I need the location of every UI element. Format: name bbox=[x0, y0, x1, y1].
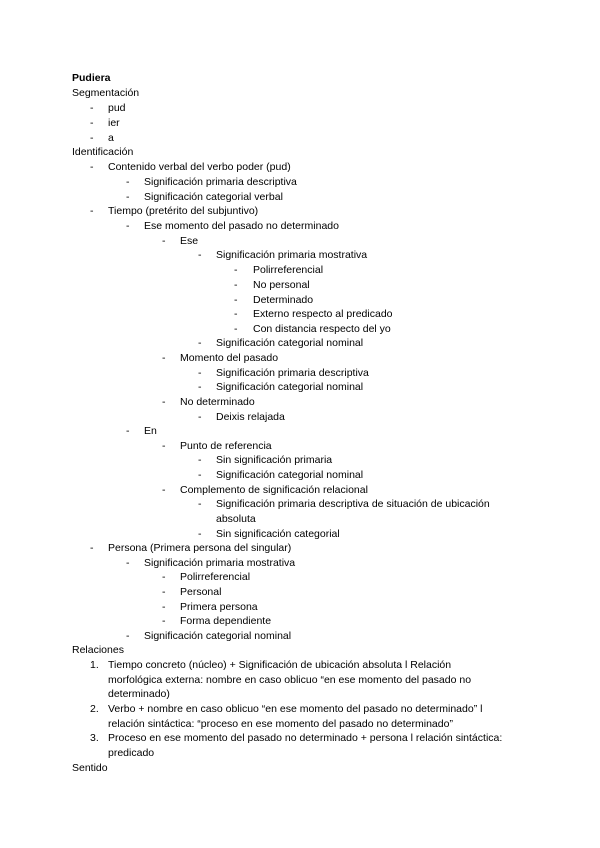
list-item-text: Sin significación primaria bbox=[216, 454, 333, 466]
list-item-text: Punto de referencia bbox=[180, 440, 272, 452]
dash-bullet: - bbox=[90, 161, 94, 173]
list-item bbox=[0, 160, 600, 175]
list-item-text: Significación primaria descriptiva bbox=[144, 176, 297, 188]
list-item-text: En bbox=[144, 425, 157, 437]
list-item-text: Primera persona bbox=[180, 601, 258, 613]
dash-bullet: - bbox=[198, 249, 202, 261]
list-item bbox=[0, 131, 600, 146]
dash-bullet: - bbox=[162, 615, 166, 627]
dash-bullet: - bbox=[126, 176, 130, 188]
list-item bbox=[0, 600, 600, 615]
numbered-item-continuation bbox=[0, 746, 600, 761]
list-item bbox=[0, 322, 600, 337]
list-item bbox=[0, 366, 600, 381]
list-item-text: Significación categorial verbal bbox=[144, 191, 283, 203]
list-item bbox=[0, 190, 600, 205]
list-item-text: pud bbox=[108, 102, 126, 114]
list-item bbox=[0, 307, 600, 322]
list-item-continuation bbox=[0, 512, 600, 527]
dash-bullet: - bbox=[90, 205, 94, 217]
list-item-text: Personal bbox=[180, 586, 222, 598]
list-item bbox=[0, 248, 600, 263]
dash-bullet: - bbox=[90, 542, 94, 554]
dash-bullet: - bbox=[162, 571, 166, 583]
list-item-text: a bbox=[108, 132, 114, 144]
list-item bbox=[0, 556, 600, 571]
numbered-item-text: Tiempo concreto (núcleo) + Significación de ubicación absoluta l Relación bbox=[108, 659, 452, 671]
dash-bullet: - bbox=[198, 528, 202, 540]
dash-bullet: - bbox=[198, 411, 202, 423]
list-item-text: Significación categorial nominal bbox=[216, 469, 364, 481]
list-item-text: Contenido verbal del verbo poder (pud) bbox=[108, 161, 291, 173]
list-item-text: Significación categorial nominal bbox=[216, 337, 364, 349]
list-item-text: Significación primaria mostrativa bbox=[216, 249, 368, 261]
list-item bbox=[0, 527, 600, 542]
item-number: 3. bbox=[90, 732, 99, 744]
dash-bullet: - bbox=[234, 279, 238, 291]
list-item-text: Externo respecto al predicado bbox=[253, 308, 393, 320]
list-item bbox=[0, 439, 600, 454]
list-item-text: Tiempo (pretérito del subjuntivo) bbox=[108, 205, 259, 217]
list-item-text: Ese bbox=[180, 235, 199, 247]
list-item bbox=[0, 570, 600, 585]
dash-bullet: - bbox=[126, 557, 130, 569]
list-item-text: Significación primaria mostrativa bbox=[144, 557, 296, 569]
list-item bbox=[0, 116, 600, 131]
numbered-item bbox=[0, 658, 600, 673]
list-item-text: Significación primaria descriptiva de situación de ubicación bbox=[216, 498, 490, 510]
dash-bullet: - bbox=[198, 498, 202, 510]
dash-bullet: - bbox=[162, 352, 166, 364]
dash-bullet: - bbox=[162, 601, 166, 613]
document-title: Pudiera bbox=[72, 72, 111, 84]
dash-bullet: - bbox=[234, 323, 238, 335]
list-item bbox=[0, 263, 600, 278]
numbered-item-text: Verbo + nombre en caso oblicuo “en ese momento del pasado no determinado” l bbox=[108, 703, 483, 715]
dash-bullet: - bbox=[162, 235, 166, 247]
numbered-item-continuation bbox=[0, 673, 600, 688]
numbered-item-text: predicado bbox=[108, 747, 155, 759]
list-item bbox=[0, 453, 600, 468]
list-item-text: Polirreferencial bbox=[180, 571, 251, 583]
list-item bbox=[0, 278, 600, 293]
dash-bullet: - bbox=[162, 484, 166, 496]
section-heading-line bbox=[0, 761, 600, 776]
section-heading-line bbox=[0, 643, 600, 658]
numbered-item-continuation bbox=[0, 687, 600, 702]
section-heading-line bbox=[0, 86, 600, 101]
list-item bbox=[0, 380, 600, 395]
identificacion-heading: Identificación bbox=[72, 146, 134, 158]
dash-bullet: - bbox=[162, 440, 166, 452]
dash-bullet: - bbox=[126, 630, 130, 642]
list-item-text: No determinado bbox=[180, 396, 255, 408]
list-item bbox=[0, 293, 600, 308]
dash-bullet: - bbox=[162, 396, 166, 408]
list-item bbox=[0, 351, 600, 366]
dash-bullet: - bbox=[90, 102, 94, 114]
list-item bbox=[0, 410, 600, 425]
segmentacion-heading: Segmentación bbox=[72, 87, 140, 99]
list-item-text: absoluta bbox=[216, 513, 256, 525]
list-item bbox=[0, 219, 600, 234]
dash-bullet: - bbox=[90, 132, 94, 144]
sentido-heading: Sentido bbox=[72, 762, 108, 774]
numbered-item-text: Proceso en ese momento del pasado no determinado + persona l relación sintáctica: bbox=[108, 732, 503, 744]
list-item-text: Sin significación categorial bbox=[216, 528, 340, 540]
dash-bullet: - bbox=[126, 191, 130, 203]
list-item-text: Forma dependiente bbox=[180, 615, 272, 627]
dash-bullet: - bbox=[90, 117, 94, 129]
list-item-text: Complemento de significación relacional bbox=[180, 484, 368, 496]
list-item bbox=[0, 204, 600, 219]
list-item bbox=[0, 175, 600, 190]
numbered-item bbox=[0, 731, 600, 746]
numbered-item-text: determinado) bbox=[108, 688, 170, 700]
list-item bbox=[0, 585, 600, 600]
dash-bullet: - bbox=[234, 264, 238, 276]
list-item-text: Deixis relajada bbox=[216, 411, 285, 423]
list-item bbox=[0, 101, 600, 116]
list-item-text: Significación primaria descriptiva bbox=[216, 367, 369, 379]
list-item-text: Polirreferencial bbox=[253, 264, 324, 276]
dash-bullet: - bbox=[198, 367, 202, 379]
list-item-text: Momento del pasado bbox=[180, 352, 279, 364]
numbered-item bbox=[0, 702, 600, 717]
dash-bullet: - bbox=[126, 220, 130, 232]
dash-bullet: - bbox=[198, 469, 202, 481]
relaciones-heading: Relaciones bbox=[72, 644, 124, 656]
list-item-text: Significación categorial nominal bbox=[216, 381, 364, 393]
document-title-line bbox=[0, 71, 600, 86]
list-item-text: No personal bbox=[253, 279, 310, 291]
dash-bullet: - bbox=[162, 586, 166, 598]
list-item-text: Con distancia respecto del yo bbox=[253, 323, 391, 335]
list-item bbox=[0, 483, 600, 498]
list-item bbox=[0, 424, 600, 439]
numbered-item-continuation bbox=[0, 717, 600, 732]
list-item bbox=[0, 395, 600, 410]
section-heading-line bbox=[0, 145, 600, 160]
dash-bullet: - bbox=[198, 337, 202, 349]
numbered-item-text: relación sintáctica: “proceso en ese momento del pasado no determinado” bbox=[108, 718, 453, 730]
list-item bbox=[0, 614, 600, 629]
list-item-text: Significación categorial nominal bbox=[144, 630, 292, 642]
list-item-text: Determinado bbox=[253, 294, 314, 306]
numbered-item-text: morfológica externa: nombre en caso oblicuo “en ese momento del pasado no bbox=[108, 674, 472, 686]
list-item-text: ier bbox=[108, 117, 120, 129]
list-item-text: Persona (Primera persona del singular) bbox=[108, 542, 292, 554]
dash-bullet: - bbox=[126, 425, 130, 437]
list-item bbox=[0, 541, 600, 556]
list-item bbox=[0, 234, 600, 249]
list-item bbox=[0, 497, 600, 512]
dash-bullet: - bbox=[198, 381, 202, 393]
list-item bbox=[0, 629, 600, 644]
dash-bullet: - bbox=[234, 294, 238, 306]
list-item-text: Ese momento del pasado no determinado bbox=[144, 220, 339, 232]
item-number: 2. bbox=[90, 703, 99, 715]
list-item bbox=[0, 336, 600, 351]
list-item bbox=[0, 468, 600, 483]
item-number: 1. bbox=[90, 659, 99, 671]
dash-bullet: - bbox=[198, 454, 202, 466]
dash-bullet: - bbox=[234, 308, 238, 320]
